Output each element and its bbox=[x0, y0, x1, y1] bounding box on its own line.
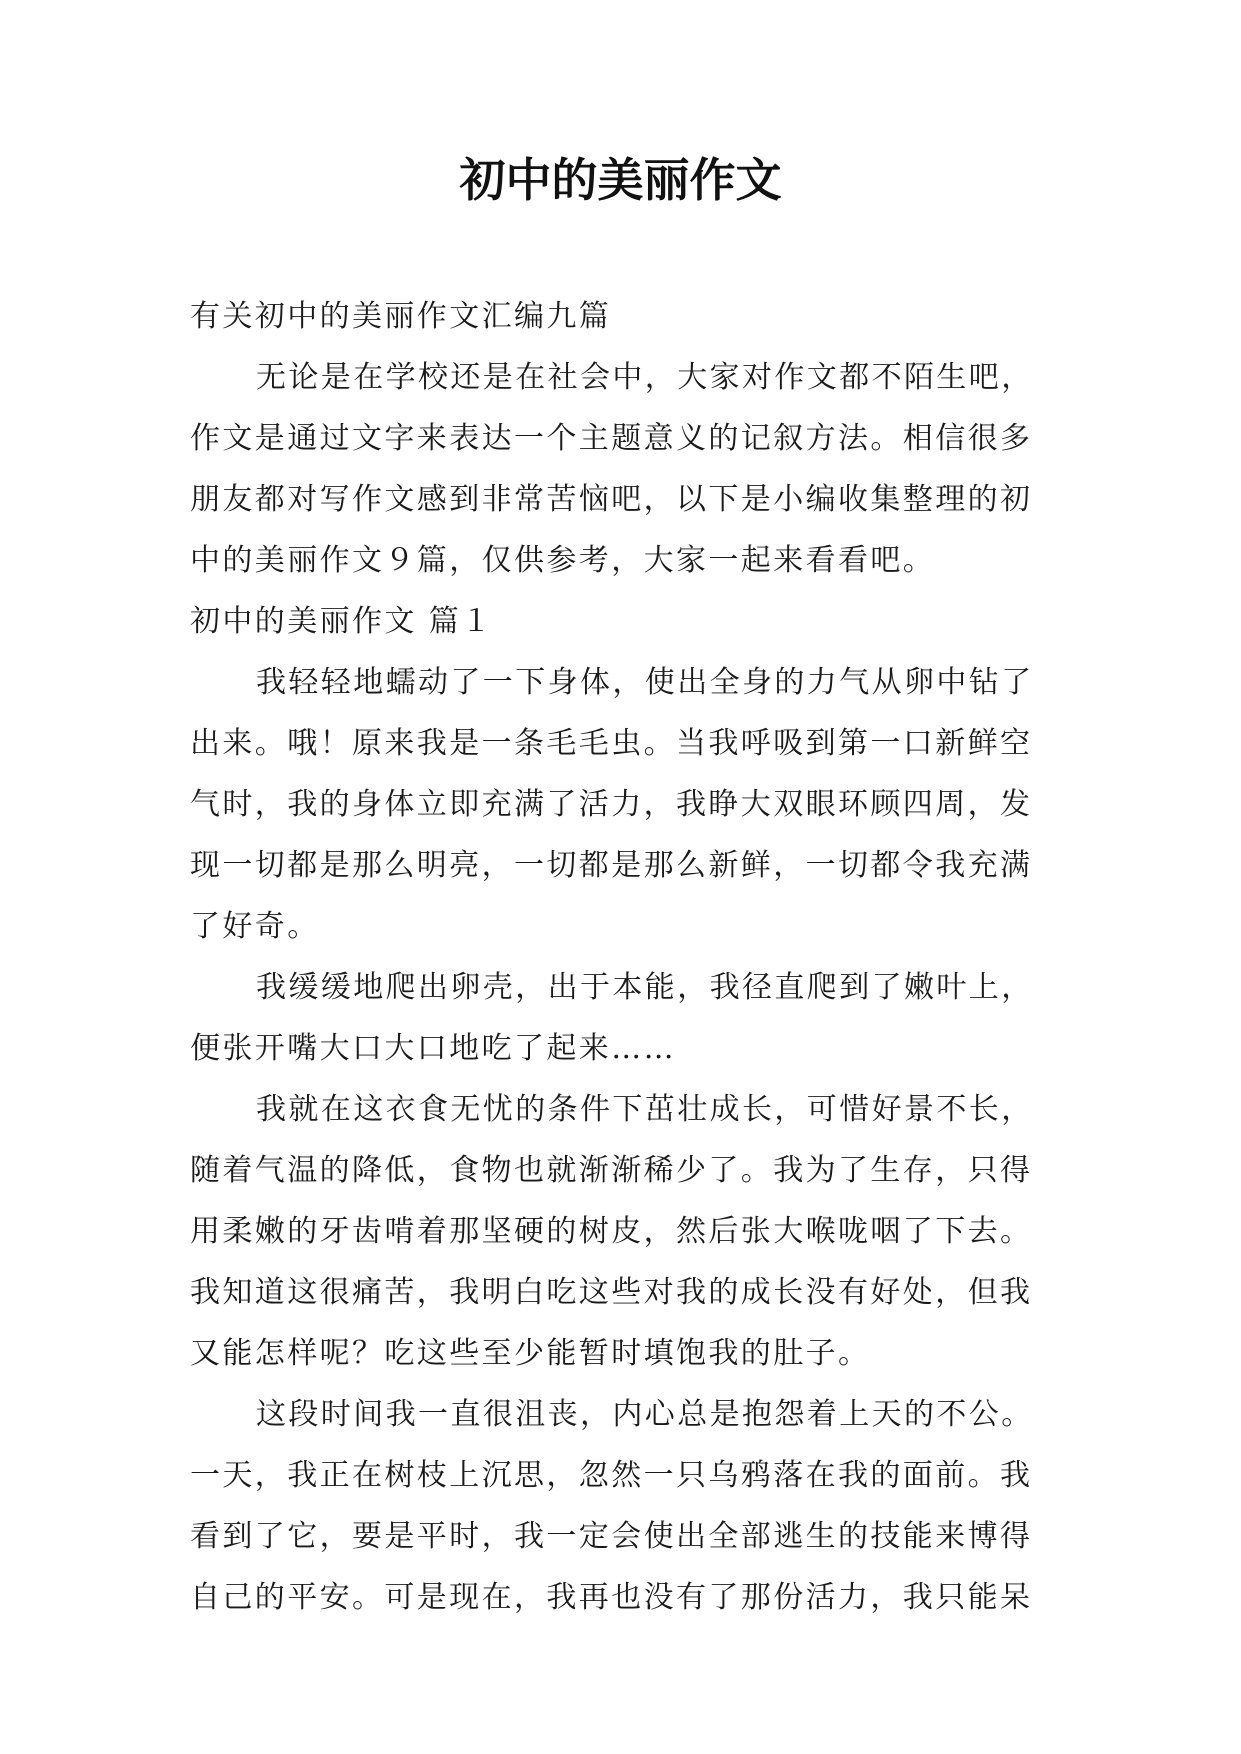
paragraph: 我轻轻地蠕动了一下身体，使出全身的力气从卵中钻了出来。哦！原来我是一条毛毛虫。当我呼吸到第一口新鲜空气时，我的身体立即充满了活力，我睁大双眼环顾四周，发现一切都是那么明亮，一切都是那么新鲜，一切都令我充满了好奇。 bbox=[190, 665, 1034, 944]
page-title: 初中的美丽作文 bbox=[459, 153, 782, 207]
paragraph: 这段时间我一直很沮丧，内心总是抱怨着上天的不公。一天，我正在树枝上沉思，忽然一只乌鸦落在我的面前。我看到了它，要是平时，我一定会使出全部逃生的技能来博得自己的平安。可是现在，我再也没有了那份活力，我只能呆 bbox=[190, 1397, 1034, 1615]
document-body bbox=[190, 286, 1060, 1628]
section-heading: 初中的美丽作文 篇１ bbox=[190, 604, 494, 639]
paragraph-intro: 无论是在学校还是在社会中，大家对作文都不陌生吧，作文是通过文字来表达一个主题意义的记叙方法。相信很多朋友都对写作文感到非常苦恼吧，以下是小编收集整理的初中的美丽作文９篇，仅供参考，大家一起来看看吧。 bbox=[190, 360, 1034, 578]
paragraph-subtitle: 有关初中的美丽作文汇编九篇 bbox=[190, 299, 612, 334]
paragraph: 我缓缓地爬出卵壳，出于本能，我径直爬到了嫩叶上，便张开嘴大口大口地吃了起来…… bbox=[190, 970, 1034, 1066]
paragraph: 我就在这衣食无忧的条件下茁壮成长，可惜好景不长，随着气温的降低，食物也就渐渐稀少了。我为了生存，只得用柔嫩的牙齿啃着那坚硬的树皮，然后张大喉咙咽了下去。我知道这很痛苦，我明白吃这些对我的成长没有好处，但我又能怎样呢？吃这些至少能暂时填饱我的肚子。 bbox=[190, 1092, 1034, 1371]
